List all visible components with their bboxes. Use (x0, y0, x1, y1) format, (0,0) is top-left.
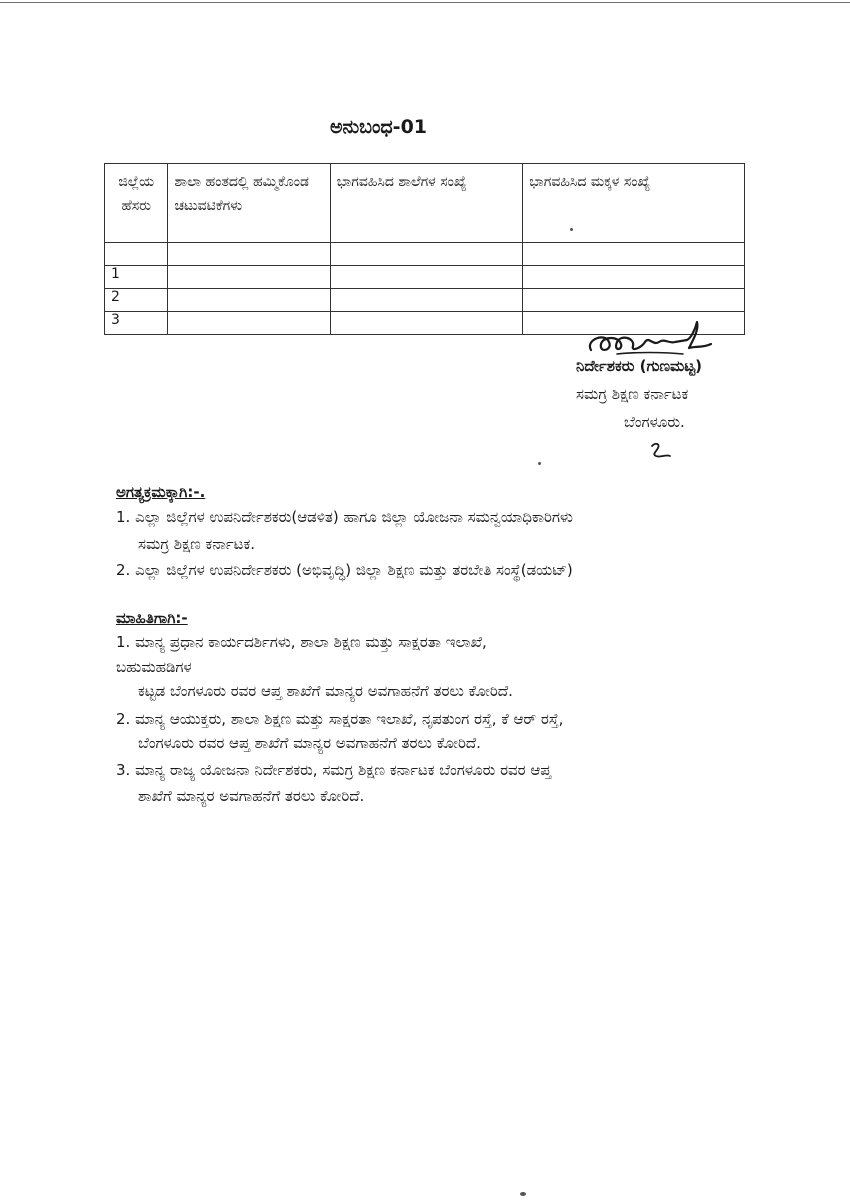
scan-speck (570, 228, 573, 231)
table-row (105, 289, 745, 312)
table-cell (523, 289, 745, 312)
action-line: 2. ಎಲ್ಲಾ ಜಿಲ್ಲೆಗಳ ಉಪನಿರ್ದೇಶಕರು (ಅಭಿವೃದ್ಧಿ) ಜಿಲ್ಲಾ ಶಿಕ್ಷಣ ಮತ್ತು ತರಬೇತಿ ಸಂಸ್ಥೆ(ಡಯಟ್) (116, 561, 573, 579)
table-row (105, 243, 745, 266)
signatory-city: ಬೆಂಗಳೂರು. (624, 413, 685, 431)
annexure-table (104, 163, 745, 335)
info-line: 2. ಮಾನ್ಯ ಆಯುಕ್ತರು, ಶಾಲಾ ಶಿಕ್ಷಣ ಮತ್ತು ಸಾಕ್ಷರತಾ ಇಲಾಖೆ, ನೃಪತುಂಗ ರಸ್ತೆ, ಕೆ ಆರ್ ರಸ್ತೆ, (116, 710, 564, 728)
header-children-count: ಭಾಗವಹಿಸಿದ ಮಕ್ಕಳ ಸಂಖ್ಯೆ (523, 164, 745, 243)
table-header-row (105, 164, 745, 243)
table-cell (330, 243, 523, 266)
table-cell (523, 266, 745, 289)
table-cell (330, 289, 523, 312)
table-cell (330, 266, 523, 289)
info-heading: ಮಾಹಿತಿಗಾಗಿ:- (116, 609, 188, 627)
info-line: 1. ಮಾನ್ಯ ಪ್ರಧಾನ ಕಾರ್ಯದರ್ಶಿಗಳು, ಶಾಲಾ ಶಿಕ್ಷಣ ಮತ್ತು ಸಾಕ್ಷರತಾ ಇಲಾಖೆ, (116, 633, 487, 651)
table-cell (168, 312, 330, 335)
info-line: ಕಟ್ಟಡ ಬೆಂಗಳೂರು ರವರ ಆಪ್ತ ಶಾಖೆಗೆ ಮಾನ್ಯರ ಅವಗಾಹನೆಗೆ ತರಲು ಕೋರಿದೆ. (138, 682, 513, 700)
table-cell (105, 243, 168, 266)
signatory-designation: ನಿರ್ದೇಶಕರು (ಗುಣಮಟ್ಟ) (576, 357, 702, 375)
header-district-name: ಜಿಲ್ಲೆಯ ಹೆಸರು (105, 164, 168, 243)
scan-speck (538, 462, 541, 465)
table-cell (523, 243, 745, 266)
scan-speck (520, 1192, 526, 1196)
action-heading: ಅಗತ್ಯಕ್ರಮಕ್ಕಾಗಿ:-. (116, 483, 206, 501)
initial-mark (648, 440, 674, 460)
action-line: 1. ಎಲ್ಲಾ ಜಿಲ್ಲೆಗಳ ಉಪನಿರ್ದೇಶಕರು(ಆಡಳಿತ) ಹಾಗೂ ಜಿಲ್ಲಾ ಯೋಜನಾ ಸಮನ್ವಯಾಧಿಕಾರಿಗಳು (116, 508, 573, 526)
table-cell (168, 243, 330, 266)
info-line: ಶಾಖೆಗೆ ಮಾನ್ಯರ ಅವಗಾಹನೆಗೆ ತರಲು ಕೋರಿದೆ. (138, 787, 365, 805)
table-cell (330, 312, 523, 335)
table-cell (168, 266, 330, 289)
table-row (105, 266, 745, 289)
action-line: ಸಮಗ್ರ ಶಿಕ್ಷಣ ಕರ್ನಾಟಕ. (138, 535, 255, 553)
table-cell: 1 (105, 266, 168, 289)
top-border-line (0, 2, 850, 3)
table-cell: 2 (105, 289, 168, 312)
header-schools-count: ಭಾಗವಹಿಸಿದ ಶಾಲೆಗಳ ಸಂಖ್ಯೆ (330, 164, 523, 243)
info-line: 3. ಮಾನ್ಯ ರಾಜ್ಯ ಯೋಜನಾ ನಿರ್ದೇಶಕರು, ಸಮಗ್ರ ಶಿಕ್ಷಣ ಕರ್ನಾಟಕ ಬೆಂಗಳೂರು ರವರ ಆಪ್ತ (116, 761, 552, 779)
signatory-organization: ಸಮಗ್ರ ಶಿಕ್ಷಣ ಕರ್ನಾಟಕ (576, 385, 689, 403)
info-line: ಬೆಂಗಳೂರು ರವರ ಆಪ್ತ ಶಾಖೆಗೆ ಮಾನ್ಯರ ಅವಗಾಹನೆಗೆ ತರಲು ಕೋರಿದೆ. (138, 734, 481, 752)
table-cell: 3 (105, 312, 168, 335)
table-cell (168, 289, 330, 312)
info-line: ಬಹುಮಹಡಿಗಳ (116, 658, 192, 676)
annexure-title: ಅನುಬಂಧ-01 (330, 116, 428, 138)
header-activities: ಶಾಲಾ ಹಂತದಲ್ಲಿ ಹಮ್ಮಿಕೊಂಡ ಚಟುವಟಿಕೆಗಳು (168, 164, 330, 243)
